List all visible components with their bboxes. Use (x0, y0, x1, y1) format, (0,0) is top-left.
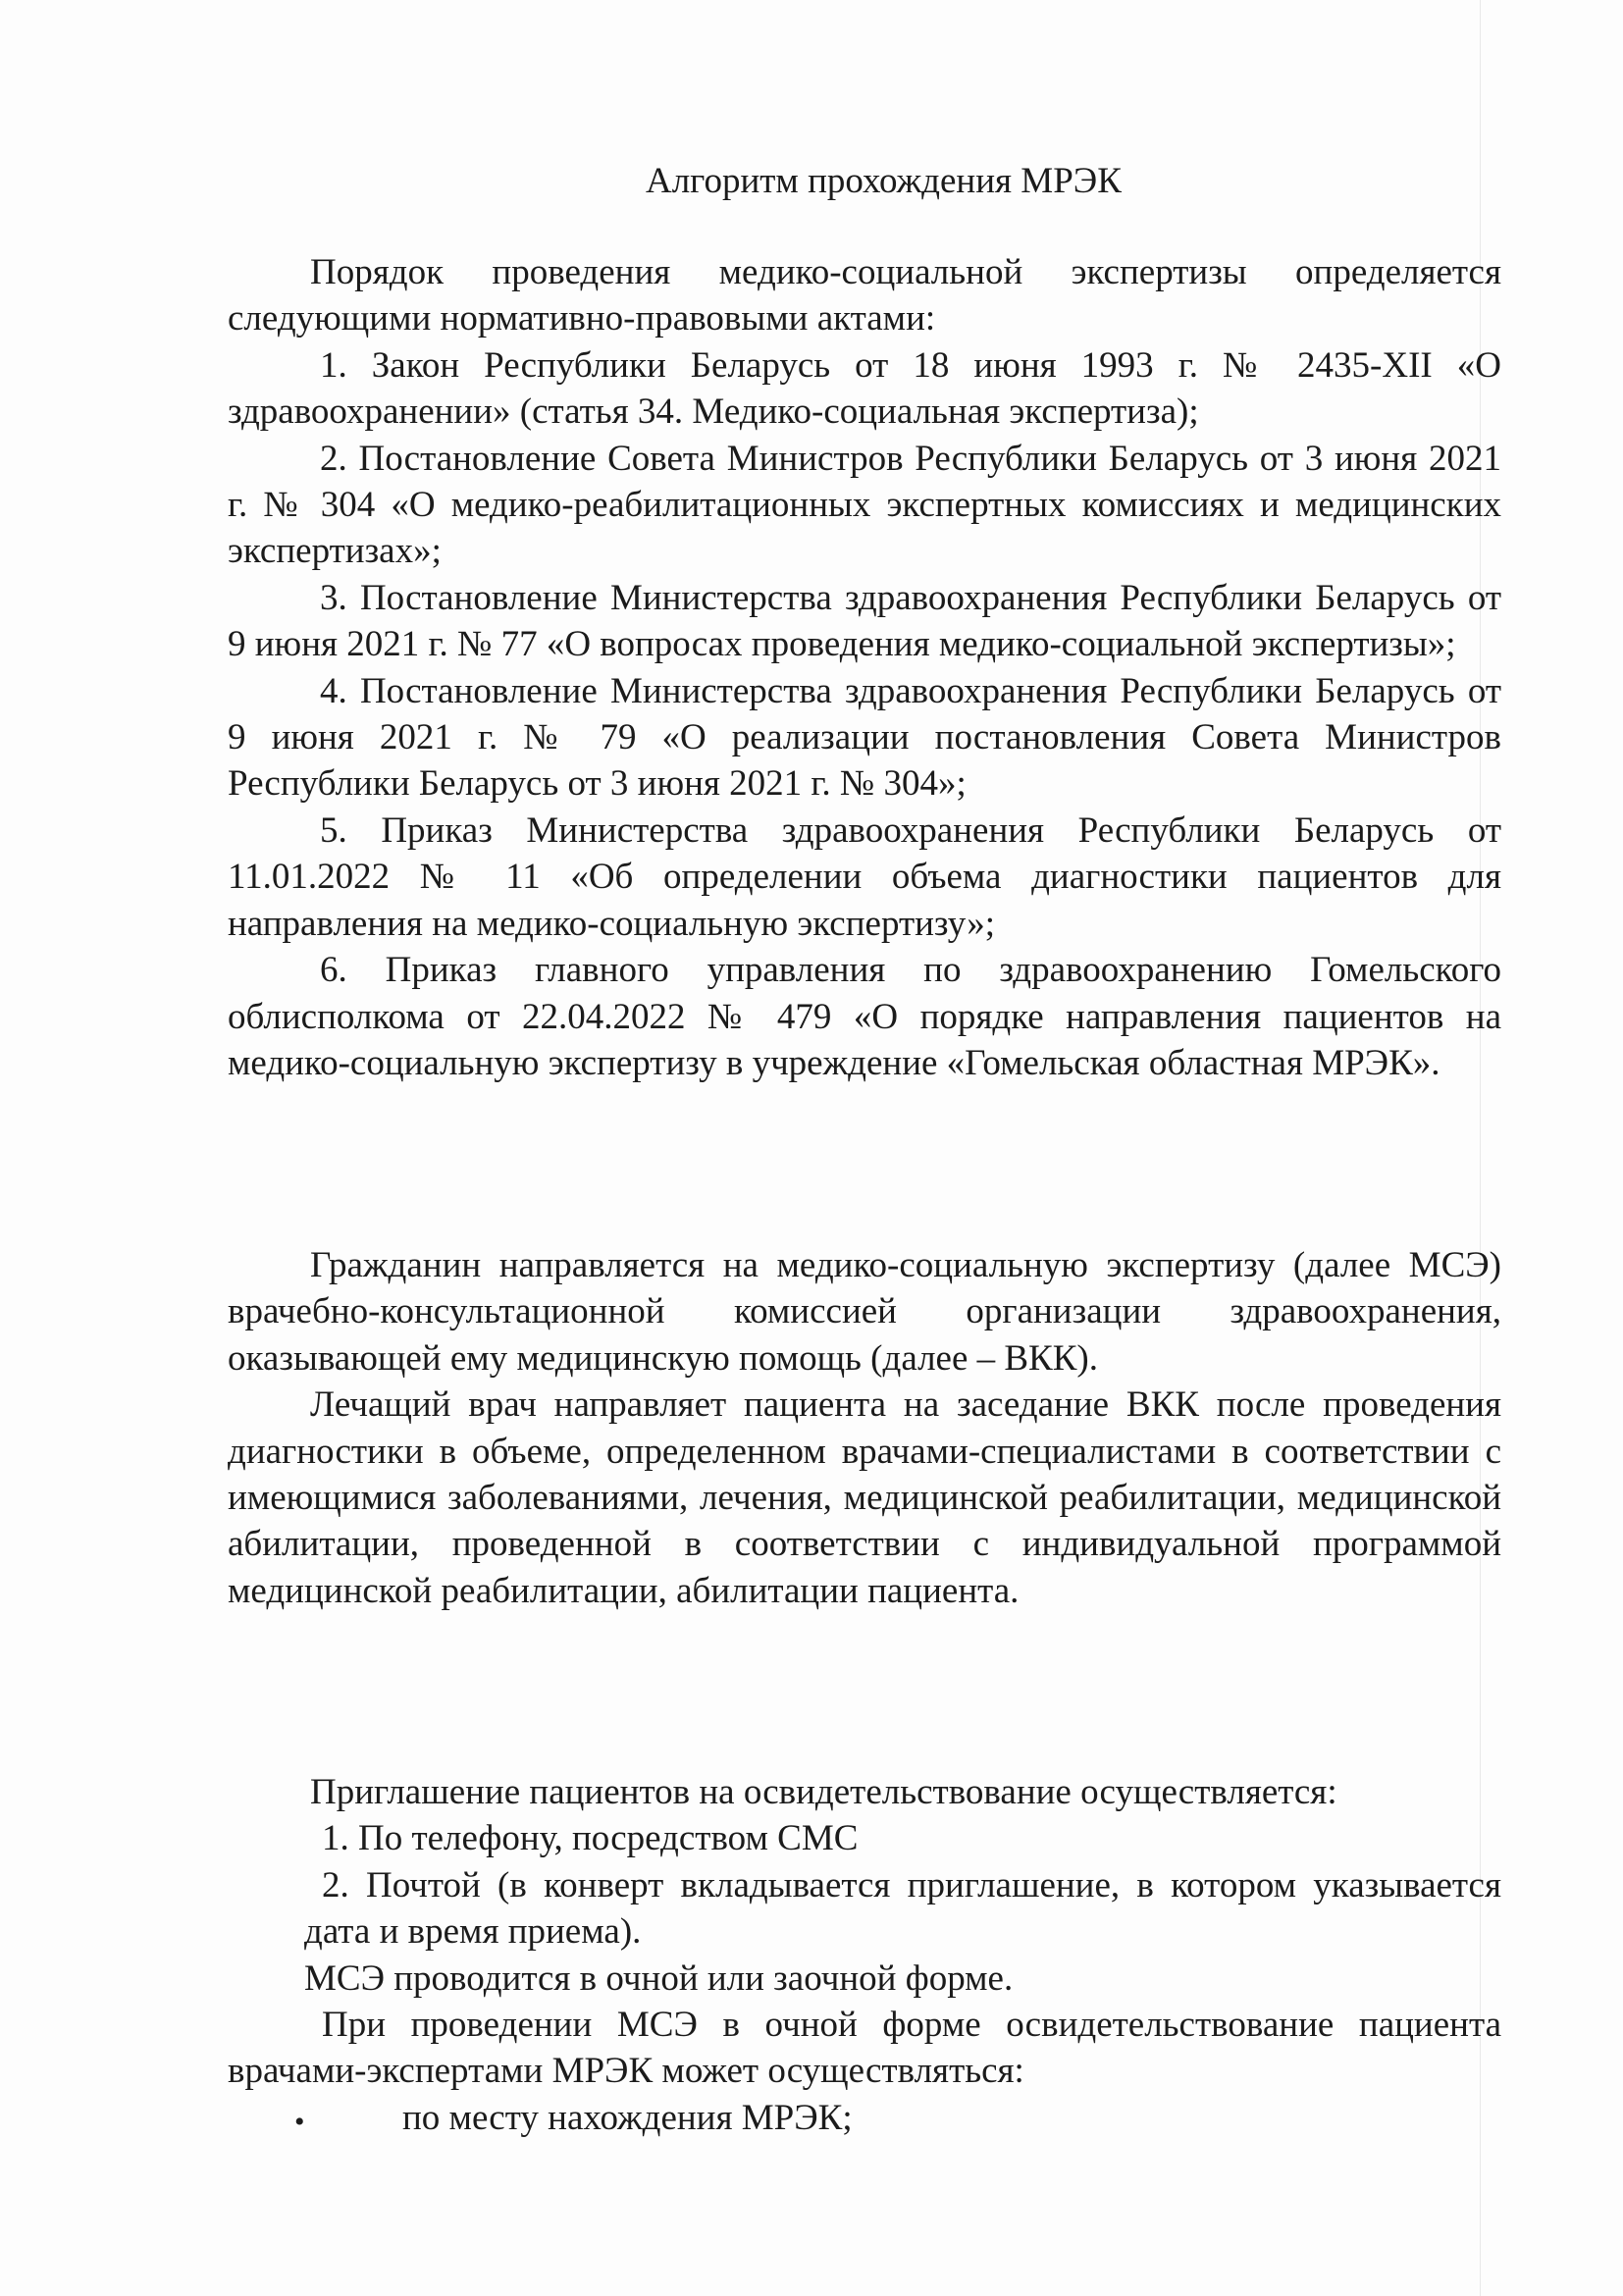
legal-acts-section (228, 249, 1501, 1086)
invitation-section (228, 1769, 1501, 2141)
referral-paragraph: Гражданин направляется на медико-социальную экспертизу (далее МСЭ) врачебно-консультационной комиссией организации здравоохранения, оказывающей ему медицинскую помощь (далее – ВКК). (228, 1245, 1501, 1379)
mse-intramural-paragraph: При проведении МСЭ в очной форме освидетельствование пациента врачами-экспертами МРЭК может осуществляться: (228, 2005, 1501, 2092)
act-item-1: 1. Закон Республики Беларусь от 18 июня 1993 г. № 2435-XII «О здравоохранении» (статья 34. Медико-социальная экспертиза); (228, 344, 1501, 433)
invitation-item-1 (304, 1815, 1501, 1861)
invitation-intro: Приглашение пациентов на освидетельствование осуществляется: (310, 1772, 1337, 1812)
intro-paragraph: Порядок проведения медико-социальной экспертизы определяется следующими нормативно-правовыми актами: (228, 252, 1501, 339)
act-item-4: 4. Постановление Министерства здравоохранения Республики Беларусь от 9 июня 2021 г. № 79 «О реализации постановления Совета Министров Республики Беларусь от 3 июня 2021 г. № 304»; (228, 670, 1501, 805)
mse-form-paragraph: МСЭ проводится в очной или заочной форме. (304, 1957, 1014, 1999)
invitation-item-1-text: 1. По телефону, посредством СМС (322, 1818, 859, 1859)
act-item-3: 3. Постановление Министерства здравоохранения Республики Беларусь от 9 июня 2021 г. № 77 «О вопросах проведения медико-социальной экспертизы»; (228, 577, 1501, 665)
bullet-item-1-text: по месту нахождения МРЭК; (402, 2097, 853, 2138)
bullet-item-1 (228, 2095, 1501, 2141)
bullet-dot-icon: • (294, 2105, 305, 2138)
invitation-item-2 (304, 1862, 1501, 1956)
act-item-2: 2. Постановление Совета Министров Республики Беларусь от 3 июня 2021 г. № 304 «О медико-реабилитационных экспертных комиссиях и медицинских экспертизах»; (228, 438, 1501, 572)
referral-section (228, 1242, 1501, 1614)
act-item-5: 5. Приказ Министерства здравоохранения Республики Беларусь от 11.01.2022 № 11 «Об определении объема диагностики пациентов для направления на медико-социальную экспертизу»; (228, 809, 1501, 944)
act-item-6: 6. Приказ главного управления по здравоохранению Гомельского облисполкома от 22.04.2022 № 479 «О порядке направления пациентов на медико-социальную экспертизу в учреждение «Гомельская областная МРЭК». (228, 950, 1501, 1083)
document-title: Алгоритм прохождения МРЭК (646, 161, 1122, 201)
doctor-paragraph: Лечащий врач направляет пациента на заседание ВКК после проведения диагностики в объеме, определенном врачами-специалистами в соответствии с имеющимися заболеваниями, лечения, медицинской реабилитации, медицинской абилитации, проведенной в соответствии с индивидуальной программой медицинской реабилитации, абилитации пациента. (228, 1384, 1501, 1611)
invitation-item-2-text: 2. Почтой (в конверт вкладывается приглашение, в котором указывается дата и время приема). (304, 1864, 1501, 1953)
